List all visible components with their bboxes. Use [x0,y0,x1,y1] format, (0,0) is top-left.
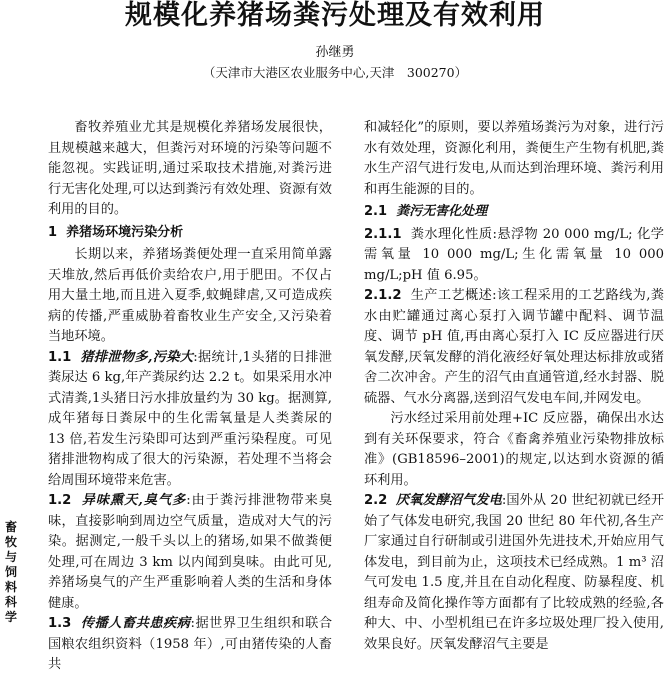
section-1-paragraph: 长期以来，养猪场粪便处理一直采用简单露天堆放,然后再低价卖给农户,用于肥田。不仅占用大量土地,而且进入夏季,蚊蝇肆虐,又可造成疾病的传播,严重威胁着畜牧业生产安全,又污染着当地环境。 [48,247,332,344]
section-2-2-paragraph [364,491,664,655]
section-number: 1.3 [48,616,72,631]
section-2-1-1-paragraph [364,225,664,287]
right-column [364,118,664,655]
side-char: 学 [4,610,17,624]
section-title: 养猪场环境污染分析 [66,224,184,240]
subsection-text: 生产工艺概述:该工程采用的工艺路线为,粪水由贮罐通过离心泵打入调节罐中配料、调节温度、调节 pH 值,再由离心泵打入 IC 反应器进行厌氧发酵,厌氧发酵的消化液经好氧处理达标排放或猪舍二次冲舍。产生的沼气由直通管道,经水封器、脱硫器、气水分离器,送到沼气发电车间,并网发电。 [364,288,664,406]
section-number: 1 [48,224,58,240]
subsection-text: 粪水理化性质:悬浮物 20 000 mg/L; 化学需氧量 10 000 mg/L;生化需氧量 10 000 mg/L;pH 值 6.95。 [364,226,664,283]
affiliation: （天津市大港区农业服务中心,天津 300270） [202,65,468,80]
section-2-1-heading [364,202,664,223]
section-number: 2.1.2 [364,288,402,303]
section-number: 1.2 [48,493,72,508]
subsection-title: 传播人畜共患疾病 [80,616,191,631]
subsection-text: :国外从 20 世纪初就已经开始了气体发电研究,我国 20 世纪 80 年代初,各生产厂家通过自行研制或引进国外先进技术,开始应用气体发电，到目前为止，这项技术已经成熟。1 m³ 沼气可发电 1.5 度,并且在自动化程度、防暴程度、机组寿命及简化操作等方面都有了比较成熟的经验,各种大、中、小型机组已在许多垃圾处理厂投入使用,效果良好。厌氧发酵沼气主要是 [364,493,665,652]
section-2-1-2-paragraph [364,286,664,409]
continued-paragraph: 和减轻化”的原则，要以养殖场粪污为对象，进行污水有效处理，资源化利用，粪便生产生物有机肥,粪水生产沼气进行发电,从而达到治理环境、粪污利用和再生能源的目的。 [364,120,664,197]
side-char: 科 [4,595,17,609]
left-column [48,118,332,676]
intro-paragraph: 畜牧养殖业尤其是规模化养猪场发展很快，且规模越来越大，但粪污对环境的污染等问题不能忽视。实践证明,通过采取技术措施,对粪污进行无害化处理,可以达到粪污有效处理、资源有效利用的目的。 [48,120,332,217]
treatment-paragraph: 污水经过采用前处理+IC 反应器，确保出水达到有关环保要求，符合《畜禽养殖业污染物排放标准》(GB18596–2001)的规定,以达到水资源的循环利用。 [364,411,664,488]
side-char: 料 [4,580,17,594]
section-number: 2.1 [364,204,388,219]
section-number: 2.1.1 [364,226,402,242]
subsection-text: :由于粪污排泄物带来臭味，直接影响到周边空气质量，造成对大气的污染。据测定,一般千头以上的猪场,如果不做粪便处理,可在周边 3 km 以内闻到臭味。由此可见,养猪场臭气的产生严重影响着人类的生活和身体健康。 [48,493,333,611]
side-char: 畜 [4,520,17,534]
side-char: 与 [4,550,17,564]
author: 孙继勇 [315,45,355,60]
section-title: 粪污无害化处理 [396,204,488,219]
section-number: 1.1 [48,349,72,365]
side-char: 饲 [4,565,17,579]
subsection-title: 异味熏天,臭气多 [81,493,187,508]
subsection-title: 厌氧发酵沼气发电 [395,493,502,508]
side-char: 牧 [4,535,17,549]
section-1-heading [48,223,332,244]
article-title: 规模化养猪场粪污处理及有效利用 [125,0,545,31]
subsection-title: 猪排泄物多,污染大 [80,349,194,365]
section-1-1-paragraph [48,348,332,492]
section-1-2-paragraph [48,491,332,614]
section-1-3-paragraph [48,614,332,676]
subsection-text: :据统计,1头猪的日排泄粪尿达 6 kg,年产粪尿约达 2.2 t。如果采用水冲式清粪,1头猪日污水排放量约为 30 kg。据测算,成年猪每日粪尿中的生化需氧量是人类粪尿的 13 倍,若发生污染即可达到严重污染程度。可见猪排泄物构成了很大的污染源，若处理不当将会给周围环境带来危害。 [48,349,332,488]
subsection-text: :据世界卫生组织和联合国粮农组织资料（1958 年）,可由猪传染的人畜共 [48,616,333,672]
journal-side-label [2,520,20,625]
section-number: 2.2 [364,493,388,508]
